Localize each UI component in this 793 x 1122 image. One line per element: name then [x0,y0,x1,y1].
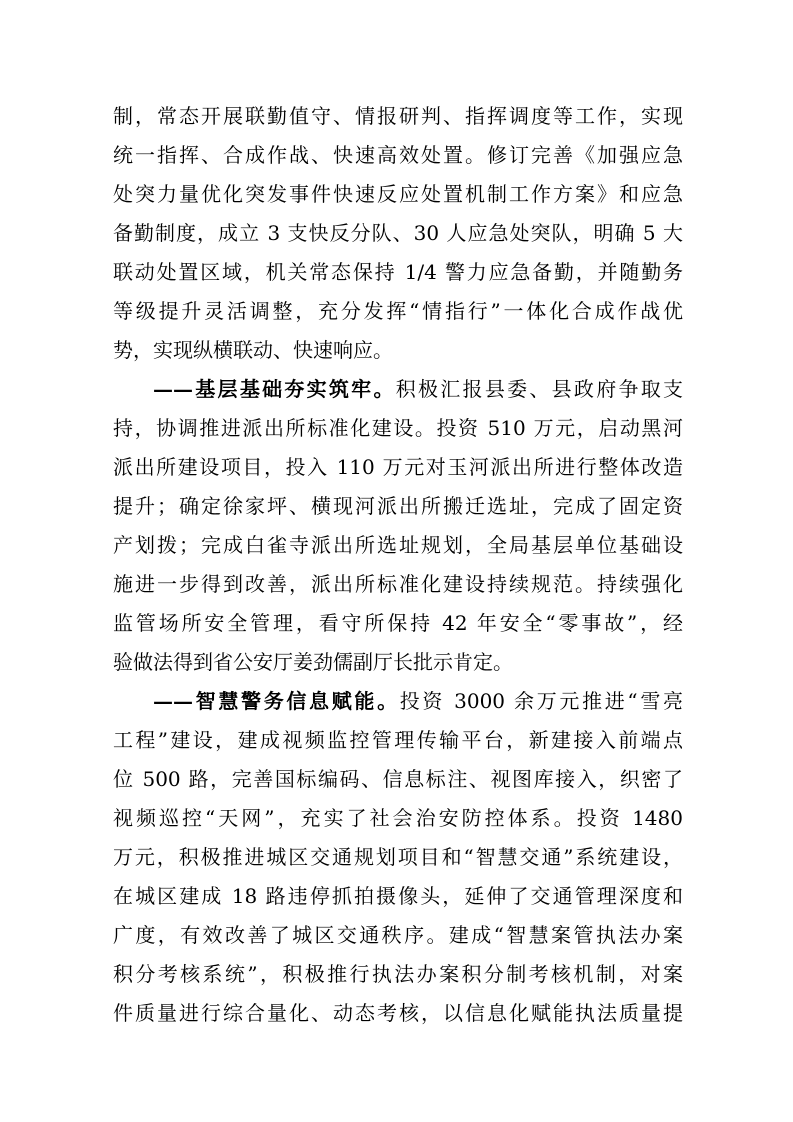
paragraph-line: 势，实现纵横联动、快速响应。 [113,338,393,362]
paragraph-line: 提升；确定徐家坪、横现河派出所搬迁选址，完成了固定资 [113,494,683,518]
paragraph-line: 联动处置区域，机关常态保持 1/4 警力应急备勤，并随勤务 [113,260,683,284]
paragraph-line: 产划拨；完成白雀寺派出所选址规划，全局基层单位基础设 [113,533,683,557]
paragraph-line: 施进一步得到改善，派出所标准化建设持续规范。持续强化 [113,572,683,596]
paragraph-line: 位 500 路，完善国标编码、信息标注、视图库接入，织密了 [113,767,683,791]
paragraph-line: 统一指挥、合成作战、快速高效处置。修订完善《加强应急 [113,143,683,167]
paragraph-line: 备勤制度，成立 3 支快反分队、30 人应急处突队，明确 5 大 [113,221,683,245]
paragraph-line: 持，协调推进派出所标准化建设。投资 510 万元，启动黑河 [113,416,683,440]
paragraph-line: 视频巡控“天网”，充实了社会治安防控体系。投资 1480 [113,806,683,830]
paragraph-line: 万元，积极推进城区交通规划项目和“智慧交通”系统建设， [113,845,683,869]
paragraph-first-line [153,683,683,719]
paragraph-line: 广度，有效改善了城区交通秩序。建成“智慧案管执法办案 [113,923,683,947]
paragraph-line: 验做法得到省公安厅姜劲儒副厅长批示肯定。 [113,650,513,674]
paragraph-line: 派出所建设项目，投入 110 万元对玉河派出所进行整体改造 [113,455,683,479]
paragraph-text: 投资 3000 余万元推进“雪亮 [399,689,683,713]
section-heading: ——基层基础夯实筑牢。 [153,377,396,401]
paragraph-first-line [153,371,683,407]
paragraph-line: 在城区建成 18 路违停抓拍摄像头，延伸了交通管理深度和 [113,884,683,908]
paragraph-text: 积极汇报县委、县政府争取支 [395,377,683,401]
paragraph-line: 监管场所安全管理，看守所保持 42 年安全“零事故”，经 [113,611,683,635]
paragraph-line: 处突力量优化突发事件快速反应处置机制工作方案》和应急 [113,182,683,206]
paragraph-line: 积分考核系统”，积极推行执法办案积分制考核机制，对案 [113,962,683,986]
paragraph-line: 工程”建设，建成视频监控管理传输平台，新建接入前端点 [113,728,683,752]
paragraph-line: 件质量进行综合量化、动态考核，以信息化赋能执法质量提 [113,1001,683,1025]
paragraph-line: 等级提升灵活调整，充分发挥“情指行”一体化合成作战优 [113,299,683,323]
paragraph-line: 制，常态开展联勤值守、情报研判、指挥调度等工作，实现 [113,104,683,128]
section-heading: ——智慧警务信息赋能。 [153,689,400,713]
